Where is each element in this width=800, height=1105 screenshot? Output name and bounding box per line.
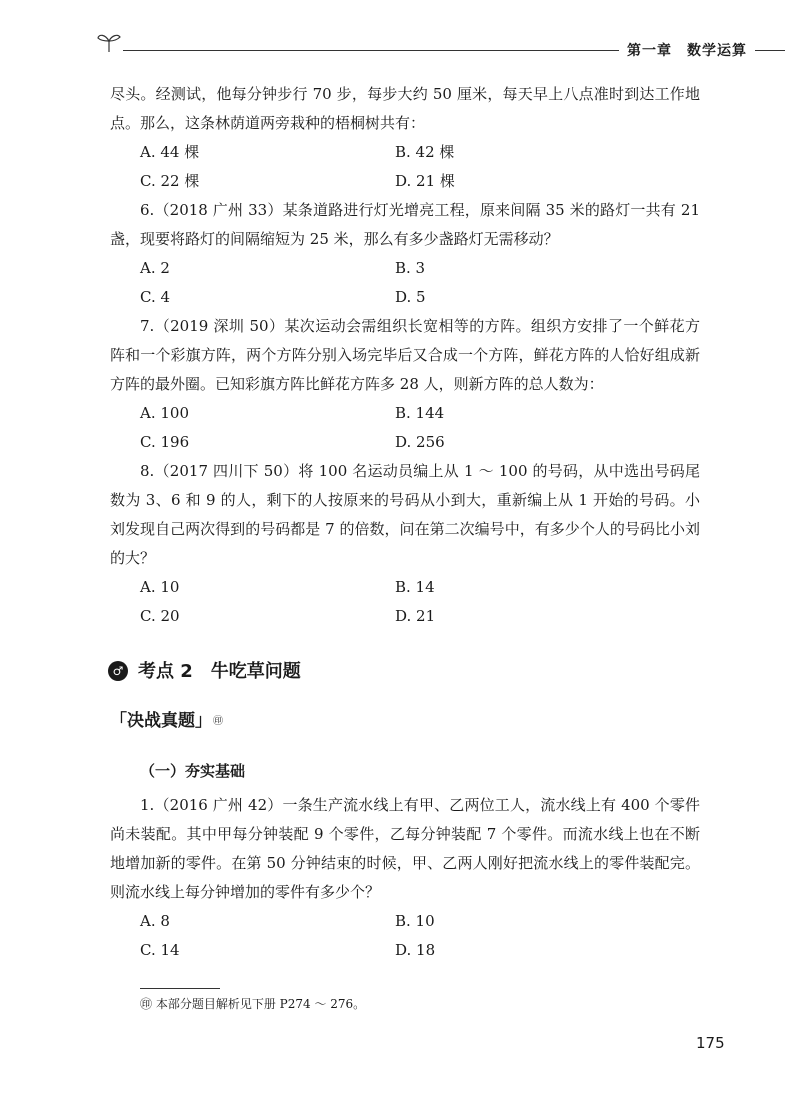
option-a: A. 2 bbox=[140, 259, 170, 277]
option-c: C. 196 bbox=[140, 433, 190, 451]
question-1-text: 1.（2016 广州 42）一条生产流水线上有甲、乙两位工人，流水线上有 400 个零件尚未装配。其中甲每分钟装配 9 个零件，乙每分钟装配 7 个零件。而流水线上也在不断地增加新的零件。在第 50 分钟结束的时候，甲、乙两人刚好把流水线上的零件装配完。则流水线上每分钟增加的零件有多少个？ bbox=[110, 796, 700, 901]
page-content bbox=[110, 80, 700, 965]
section-marker-icon: ♂ bbox=[108, 661, 128, 681]
option-c: C. 14 bbox=[140, 941, 180, 959]
sprout-icon bbox=[95, 30, 123, 54]
section-heading bbox=[110, 649, 700, 693]
exam-title-text: 「决战真题」 bbox=[110, 710, 212, 731]
continuation-text: 尽头。经测试，他每分钟步行 70 步，每步大约 50 厘米，每天早上八点准时到达工作地点。那么，这条林荫道两旁栽种的梧桐树共有： bbox=[110, 85, 700, 132]
page-number: 175 bbox=[696, 1034, 725, 1052]
option-d: D. 21 bbox=[395, 607, 436, 625]
option-a: A. 100 bbox=[140, 404, 189, 422]
question-8-options bbox=[110, 573, 700, 631]
page-header bbox=[95, 30, 785, 60]
section-title: 考点 2 牛吃草问题 bbox=[138, 660, 301, 682]
footnote-marker: ㊞ bbox=[213, 715, 223, 727]
question-1-options bbox=[110, 907, 700, 965]
option-d: D. 5 bbox=[395, 288, 426, 306]
option-d: D. 256 bbox=[395, 433, 445, 451]
continuation-options bbox=[110, 138, 700, 196]
option-b: B. 42 棵 bbox=[395, 143, 455, 161]
question-6-text: 6.（2018 广州 33）某条道路进行灯光增亮工程，原来间隔 35 米的路灯一共有 21 盏，现要将路灯的间隔缩短为 25 米，那么有多少盏路灯无需移动？ bbox=[110, 201, 700, 248]
subsection-title: （一）夯实基础 bbox=[140, 761, 246, 780]
option-d: D. 18 bbox=[395, 941, 436, 959]
option-b: B. 144 bbox=[395, 404, 445, 422]
option-b: B. 14 bbox=[395, 578, 435, 596]
option-a: A. 10 bbox=[140, 578, 180, 596]
question-7-text: 7.（2019 深圳 50）某次运动会需组织长宽相等的方阵。组织方安排了一个鲜花方阵和一个彩旗方阵，两个方阵分别入场完毕后又合成一个方阵，鲜花方阵的人恰好组成新方阵的最外圈。已知彩旗方阵比鲜花方阵多 28 人，则新方阵的总人数为： bbox=[110, 317, 700, 393]
option-c: C. 4 bbox=[140, 288, 171, 306]
option-c: C. 20 bbox=[140, 607, 180, 625]
option-b: B. 3 bbox=[395, 259, 426, 277]
question-6-options bbox=[110, 254, 700, 312]
question-7-options bbox=[110, 399, 700, 457]
option-c: C. 22 棵 bbox=[140, 172, 200, 190]
option-d: D. 21 棵 bbox=[395, 172, 455, 190]
question-8-text: 8.（2017 四川下 50）将 100 名运动员编上从 1 ～ 100 的号码，从中选出号码尾数为 3、6 和 9 的人，剩下的人按原来的号码从小到大，重新编上从 1 开始的号码。小刘发现自己两次得到的号码都是 7 的倍数，问在第二次编号中，有多少个人的号码比小刘的大？ bbox=[110, 462, 700, 567]
option-a: A. 44 棵 bbox=[140, 143, 200, 161]
chapter-title: 第一章 数学运算 bbox=[619, 40, 755, 60]
footnote: ㊞ 本部分题目解析见下册 P274 ～ 276。 bbox=[140, 997, 366, 1011]
exam-title bbox=[110, 701, 700, 741]
option-b: B. 10 bbox=[395, 912, 435, 930]
footnote-rule bbox=[140, 988, 220, 989]
option-a: A. 8 bbox=[140, 912, 170, 930]
